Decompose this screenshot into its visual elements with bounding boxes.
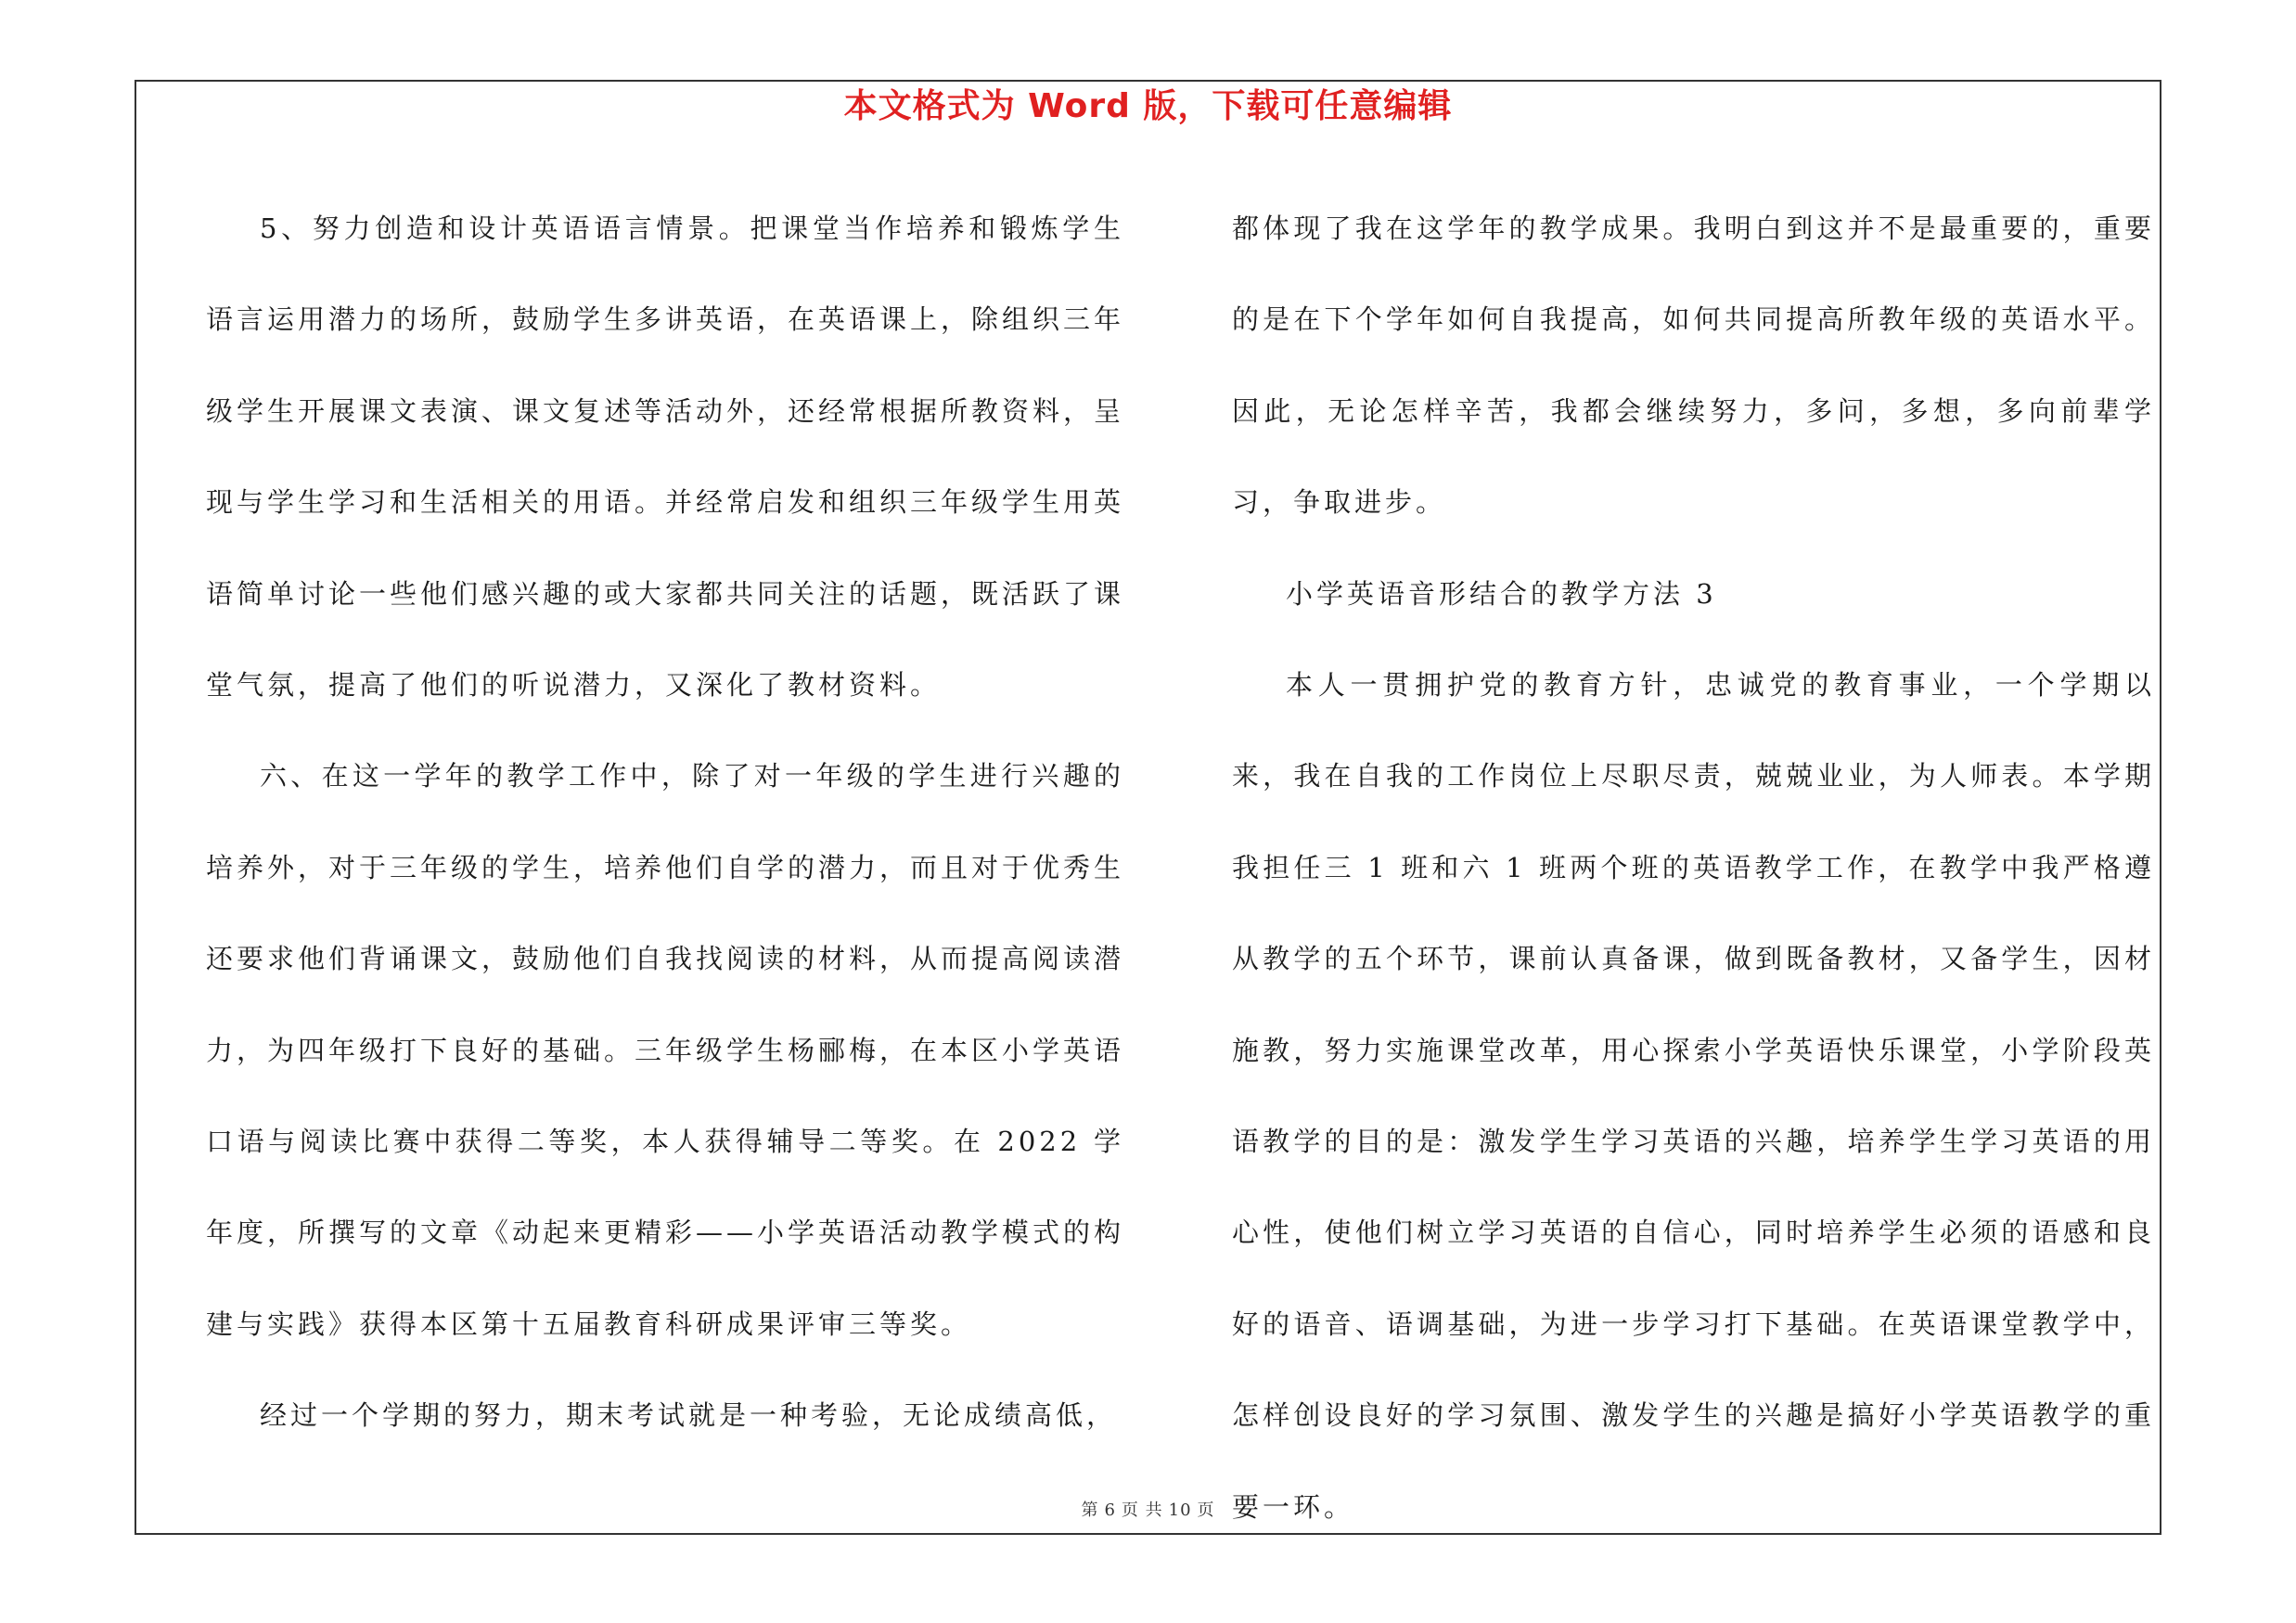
paragraph-continuation: 都体现了我在这学年的教学成果。我明白到这并不是最重要的，重要的是在下个学年如何自我提高，如何共同提高所教年级的英语水平。因此，无论怎样辛苦，我都会继续努力，多问，多想，多向前辈学习，争取进步。 — [1232, 213, 2155, 519]
footer-total-pages: 10 — [1168, 1501, 1192, 1520]
format-banner: 本文格式为 Word 版，下载可任意编辑 — [843, 87, 1453, 125]
right-column — [1232, 183, 2155, 1552]
paragraph-2: 六、在这一学年的教学工作中，除了对一年级的学生进行兴趣的培养外，对于三年级的学生，培养他们自学的潜力，而且对于优秀生还要求他们背诵课文，鼓励他们自我找阅读的材料，从而提高阅读潜力，为四年级打下良好的基础。三年级学生杨郦梅，在本区小学英语口语与阅读比赛中获得二等奖，本人获得辅导二等奖。在 2022 学年度，所撰写的文章《动起来更精彩——小学英语活动教学模式的构建与实践》获得本区第十五届教育科研成果评审三等奖。 — [206, 760, 1125, 1340]
paragraph-1: 5、努力创造和设计英语语言情景。把课堂当作培养和锻炼学生语言运用潜力的场所，鼓励学生多讲英语，在英语课上，除组织三年级学生开展课文表演、课文复述等活动外，还经常根据所教资料，呈现与学生学习和生活相关的用语。并经常启发和组织三年级学生用英语简单讨论一些他们感兴趣的或大家都共同关注的话题，既活跃了课堂气氛，提高了他们的听说潜力，又深化了教材资料。 — [206, 213, 1125, 702]
section-title: 小学英语音形结合的教学方法 3 — [1286, 577, 1717, 610]
page-footer — [0, 1500, 2296, 1522]
left-column — [206, 183, 1124, 1462]
paragraph-4: 本人一贯拥护党的教育方针，忠诚党的教育事业，一个学期以来，我在自我的工作岗位上尽职尽责，兢兢业业，为人师表。本学期我担任三 1 班和六 1 班两个班的英语教学工作，在教学中我严格遵从教学的五个环节，课前认真备课，做到既备教材，又备学生，因材施教，努力实施课堂改革，用心探索小学英语快乐课堂，小学阶段英语教学的目的是：激发学生学习英语的兴趣，培养学生学习英语的用心性，使他们树立学习英语的自信心，同时培养学生必须的语感和良好的语音、语调基础，为进一步学习打下基础。在英语课堂教学中，怎样创设良好的学习氛围、激发学生的兴趣是搞好小学英语教学的重要一环。 — [1232, 669, 2155, 1523]
footer-current-page: 6 — [1104, 1501, 1116, 1520]
paragraph-3: 经过一个学期的努力，期末考试就是一种考验，无论成绩高低， — [260, 1399, 1118, 1432]
footer-suffix: 页 — [1197, 1501, 1215, 1520]
footer-prefix: 第 — [1081, 1501, 1099, 1520]
footer-middle: 页 共 — [1121, 1501, 1163, 1520]
